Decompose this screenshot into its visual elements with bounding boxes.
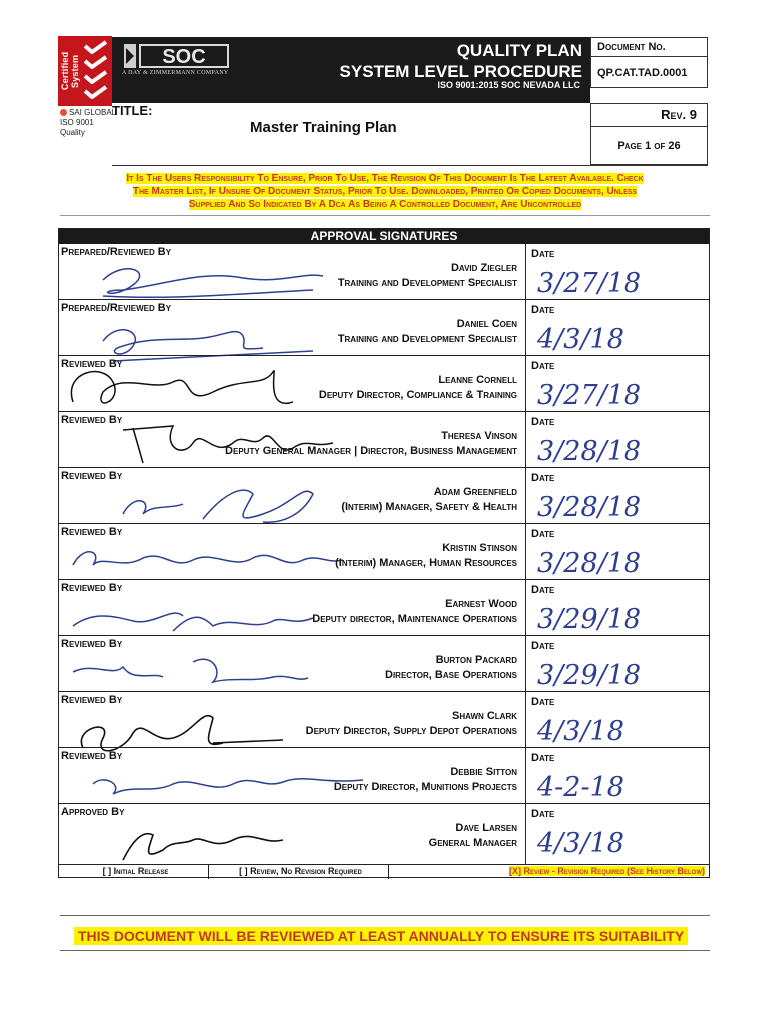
logo-subtitle: A DAY & ZIMMERMANN COMPANY [122, 70, 229, 76]
check-icon [82, 55, 108, 69]
signature-date: 3/27/18 [537, 380, 642, 411]
signature-date: 3/29/18 [537, 604, 642, 635]
revision-box [590, 103, 708, 165]
divider [112, 165, 708, 166]
sai-global-logo: SAI GLOBAL ISO 9001 Quality [60, 108, 117, 137]
approval-header: APPROVAL SIGNATURES [59, 229, 709, 244]
signature-row: Reviewed By Theresa Vinson Deputy General Manager | Director, Business Management Date 3/28/18 [59, 412, 709, 468]
svg-text:SOC: SOC [162, 46, 206, 68]
divider [60, 950, 710, 951]
signature-row: Prepared/Reviewed By Daniel Coen Training and Development Specialist Date 4/3/18 [59, 300, 709, 356]
signature-row: Reviewed By Adam Greenfield (Interim) Manager, Safety & Health Date 3/28/18 [59, 468, 709, 524]
document-number: QP.CAT.TAD.0001 [597, 67, 688, 79]
signature-date: 4/3/18 [537, 828, 624, 859]
annual-review-notice: THIS DOCUMENT WILL BE REVIEWED AT LEAST ANNUALLY TO ENSURE ITS SUITABILITY [74, 927, 688, 945]
check-icon [82, 40, 108, 54]
revision: Rev. 9 [591, 104, 707, 127]
signature-date: 4/3/18 [537, 324, 624, 355]
sai-global-icon [60, 109, 67, 116]
document-number-box [590, 37, 708, 88]
signature-date: 3/28/18 [537, 436, 642, 467]
document-number-label: Document No. [591, 38, 707, 57]
review-revision-required-checkbox[interactable]: [X] Review - Revision Required (See History Below) [508, 866, 705, 876]
signature-row: Approved By Dave Larsen General Manager Date 4/3/18 [59, 804, 709, 864]
review-no-revision-checkbox[interactable]: [ ] Review, No Revision Required [209, 865, 389, 879]
title-label: TITLE: [112, 103, 153, 118]
signature-row: Reviewed By Earnest Wood Deputy director, Maintenance Operations Date 3/29/18 [59, 580, 709, 636]
responsibility-notice: It Is The Users Responsibility To Ensure, Prior To Use, The Revision Of This Document Is The Latest Available. Check The Master List, If Unsure Of Document Status, Prior To Use. Downloaded, Printed Or Copied Documents, Unless Supplied And So Indicated By A Dca As Being A Controlled Document, Are Uncontrolled [126, 173, 644, 210]
signature-date: 3/29/18 [537, 660, 642, 691]
page-count: Page 1 of 26 [617, 140, 681, 152]
divider [60, 215, 710, 216]
soc-logo [122, 42, 232, 72]
document-heading: QUALITY PLAN SYSTEM LEVEL PROCEDURE [339, 41, 582, 81]
certified-system-label: Certified System [60, 51, 80, 91]
signature-date: 3/28/18 [537, 548, 642, 579]
signature-date: 4-2-18 [537, 772, 624, 803]
signature-date: 3/28/18 [537, 492, 642, 523]
signature-row: Reviewed By Shawn Clark Deputy Director, Supply Depot Operations Date 4/3/18 [59, 692, 709, 748]
signature-row: Prepared/Reviewed By David Ziegler Training and Development Specialist Date 3/27/18 [59, 244, 709, 300]
approval-signatures-table [58, 228, 710, 878]
check-icon [82, 70, 108, 84]
divider [60, 915, 710, 916]
signature-date: 4/3/18 [537, 716, 624, 747]
review-status-footer [59, 864, 709, 878]
initial-release-checkbox[interactable]: [ ] Initial Release [59, 865, 209, 879]
signature-row: Reviewed By Kristin Stinson (Interim) Manager, Human Resources Date 3/28/18 [59, 524, 709, 580]
signature-row: Reviewed By Debbie Sitton Deputy Director, Munitions Projects Date 4-2-18 [59, 748, 709, 804]
document-title: Master Training Plan [250, 119, 397, 136]
signature-row: Reviewed By Burton Packard Director, Base Operations Date 3/29/18 [59, 636, 709, 692]
signature-row: Reviewed By Leanne Cornell Deputy Director, Compliance & Training Date 3/27/18 [59, 356, 709, 412]
signature-date: 3/27/18 [537, 268, 642, 299]
check-icon [82, 85, 108, 99]
signature-image [63, 810, 353, 872]
iso-standard-line: ISO 9001:2015 SOC NEVADA LLC [437, 80, 580, 90]
